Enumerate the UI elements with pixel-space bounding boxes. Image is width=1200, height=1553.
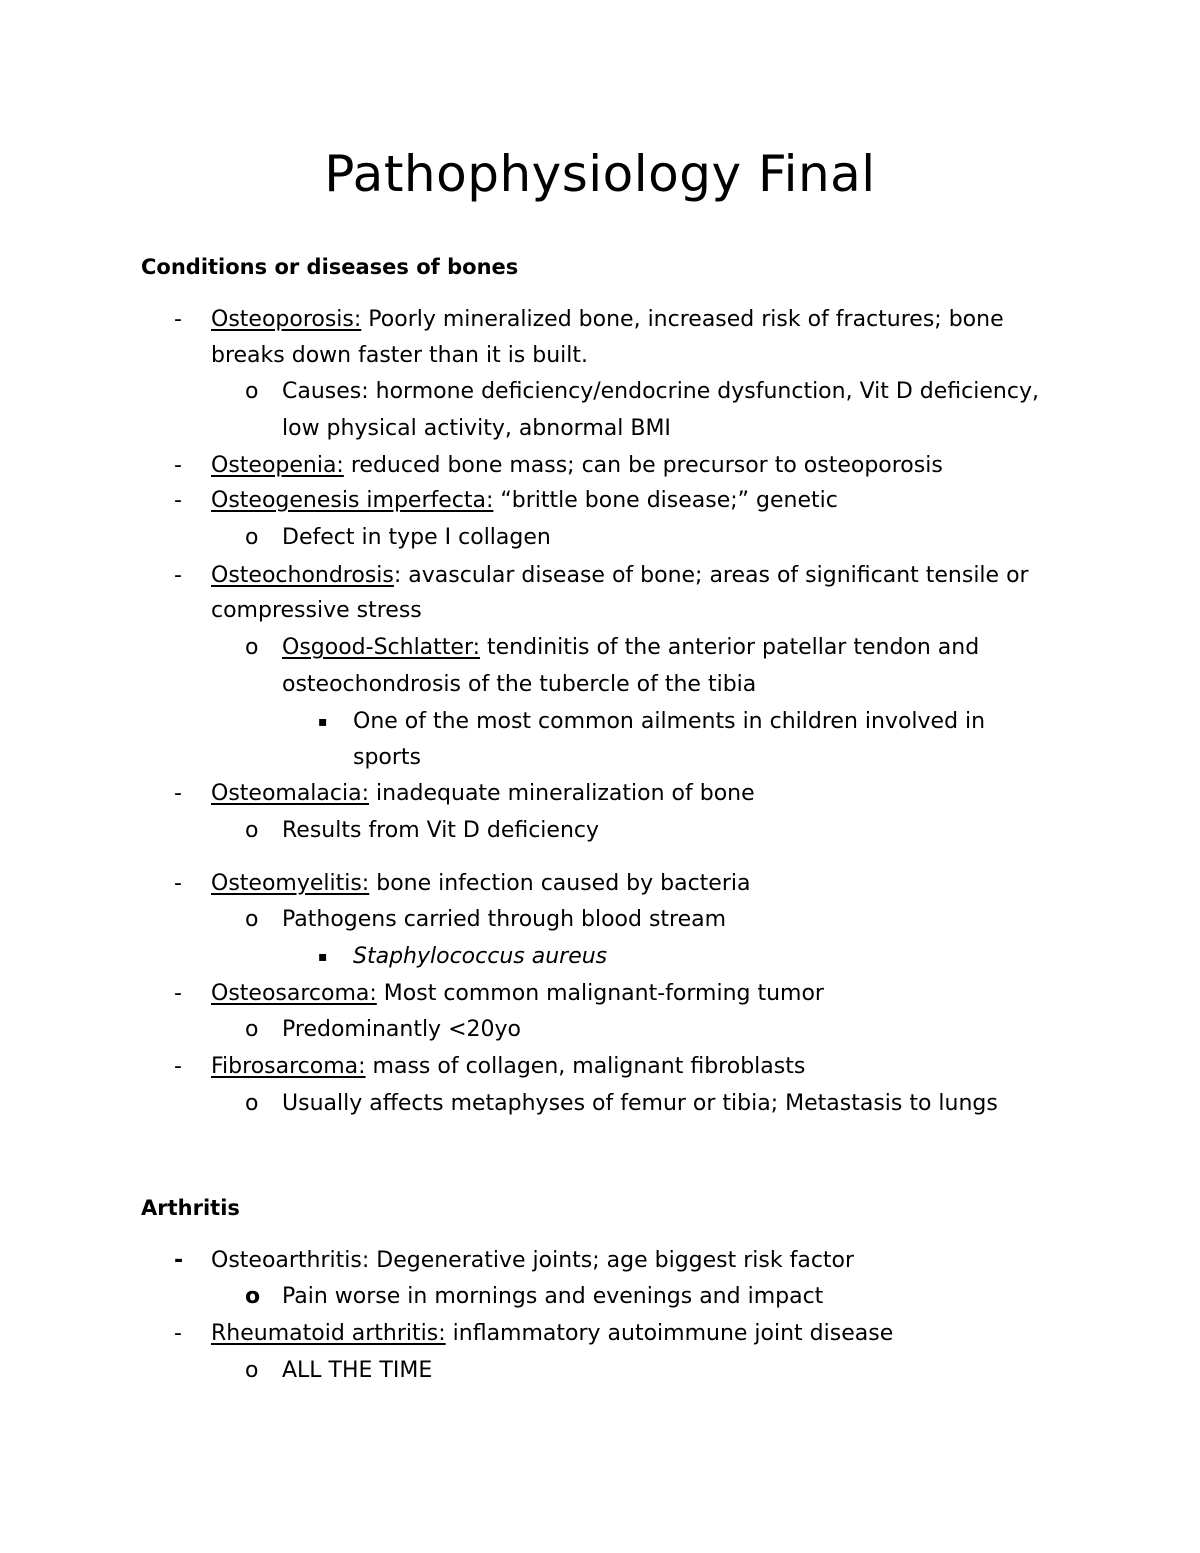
definition-text: “brittle bone disease;” genetic <box>493 488 838 513</box>
term-osteogenesis-imperfecta: Osteogenesis imperfecta: <box>211 488 494 513</box>
list-item-rheumatoid-arthritis <box>211 1318 893 1350</box>
term-fibrosarcoma: Fibrosarcoma: <box>211 1054 366 1079</box>
sub-item-continuation: osteochondrosis of the tubercle of the tibia <box>282 672 757 697</box>
definition-continuation: breaks down faster than it is built. <box>211 343 589 368</box>
list-marker-square: ▪ <box>318 714 328 730</box>
definition-text: mass of collagen, malignant fibroblasts <box>365 1054 806 1079</box>
list-item-osteomalacia <box>211 778 755 810</box>
section-heading-bones: Conditions or diseases of bones <box>141 255 519 279</box>
list-marker-circle: o <box>245 1091 259 1116</box>
list-item-fibrosarcoma <box>211 1051 805 1083</box>
list-marker-circle: o <box>245 1284 261 1309</box>
term-osgood-schlatter: Osgood-Schlatter: <box>282 635 481 660</box>
sub-item: Usually affects metaphyses of femur or tibia; Metastasis to lungs <box>282 1091 998 1116</box>
list-marker-dash: - <box>174 1248 184 1273</box>
list-marker-circle: o <box>245 635 259 660</box>
sub-item: ALL THE TIME <box>282 1358 433 1383</box>
sub-item: Pathogens carried through blood stream <box>282 907 727 932</box>
sub-item: Defect in type I collagen <box>282 525 551 550</box>
list-marker-dash: - <box>174 563 182 588</box>
section-heading-arthritis: Arthritis <box>141 1196 240 1220</box>
definition-text: : avascular disease of bone; areas of significant tensile or <box>393 563 1029 588</box>
document-title: Pathophysiology Final <box>324 145 876 203</box>
sub-item: Predominantly <20yo <box>282 1017 521 1042</box>
term-osteopenia: Osteopenia: <box>211 453 344 478</box>
list-marker-dash: - <box>174 307 182 332</box>
list-marker-square: ▪ <box>318 949 328 965</box>
list-marker-circle: o <box>245 1017 259 1042</box>
sub-item-causes: Causes: hormone deficiency/endocrine dysfunction, Vit D deficiency, <box>282 379 1039 404</box>
sub-item: Results from Vit D deficiency <box>282 818 600 843</box>
list-item-osteochondrosis <box>211 560 1029 592</box>
list-marker-dash: - <box>174 453 182 478</box>
definition-text: reduced bone mass; can be precursor to osteoporosis <box>343 453 943 478</box>
sub-item: Pain worse in mornings and evenings and impact <box>282 1284 824 1309</box>
definition-text: inflammatory autoimmune joint disease <box>445 1321 894 1346</box>
definition-text: inadequate mineralization of bone <box>369 781 755 806</box>
sub-item-continuation: low physical activity, abnormal BMI <box>282 416 671 441</box>
list-marker-dash: - <box>174 1054 182 1079</box>
list-marker-circle: o <box>245 907 259 932</box>
term-osteomyelitis: Osteomyelitis: <box>211 871 370 896</box>
term-osteomalacia: Osteomalacia: <box>211 781 370 806</box>
list-item-osteomyelitis <box>211 868 751 900</box>
list-marker-circle: o <box>245 525 259 550</box>
list-marker-circle: o <box>245 818 259 843</box>
definition-continuation: compressive stress <box>211 598 422 623</box>
definition-text: tendinitis of the anterior patellar tendon and <box>480 635 980 660</box>
list-item-osteosarcoma <box>211 978 824 1010</box>
sub-sub-item: Staphylococcus aureus <box>353 944 608 969</box>
list-marker-dash: - <box>174 488 182 513</box>
sub-sub-item-continuation: sports <box>353 745 422 770</box>
term-osteoporosis: Osteoporosis: <box>211 307 362 332</box>
term-rheumatoid-arthritis: Rheumatoid arthritis: <box>211 1321 446 1346</box>
sub-sub-item: One of the most common ailments in children involved in <box>353 709 986 734</box>
list-marker-dash: - <box>174 781 182 806</box>
term-osteosarcoma: Osteosarcoma: <box>211 981 377 1006</box>
definition-text: bone infection caused by bacteria <box>369 871 751 896</box>
list-item-osteopenia <box>211 450 943 482</box>
list-item-osteogenesis-imperfecta <box>211 485 838 517</box>
list-marker-dash: - <box>174 871 182 896</box>
list-item-osteoarthritis: Osteoarthritis: Degenerative joints; age biggest risk factor <box>211 1248 855 1273</box>
definition-text: Most common malignant-forming tumor <box>376 981 824 1006</box>
sub-item-osgood-schlatter <box>282 632 979 664</box>
list-item-osteoporosis <box>211 304 1004 336</box>
definition-text: Poorly mineralized bone, increased risk of fractures; bone <box>361 307 1004 332</box>
term-osteochondrosis: Osteochondrosis <box>211 563 394 588</box>
list-marker-dash: - <box>174 1321 182 1346</box>
list-marker-dash: - <box>174 981 182 1006</box>
list-marker-circle: o <box>245 379 259 404</box>
list-marker-circle: o <box>245 1358 259 1383</box>
